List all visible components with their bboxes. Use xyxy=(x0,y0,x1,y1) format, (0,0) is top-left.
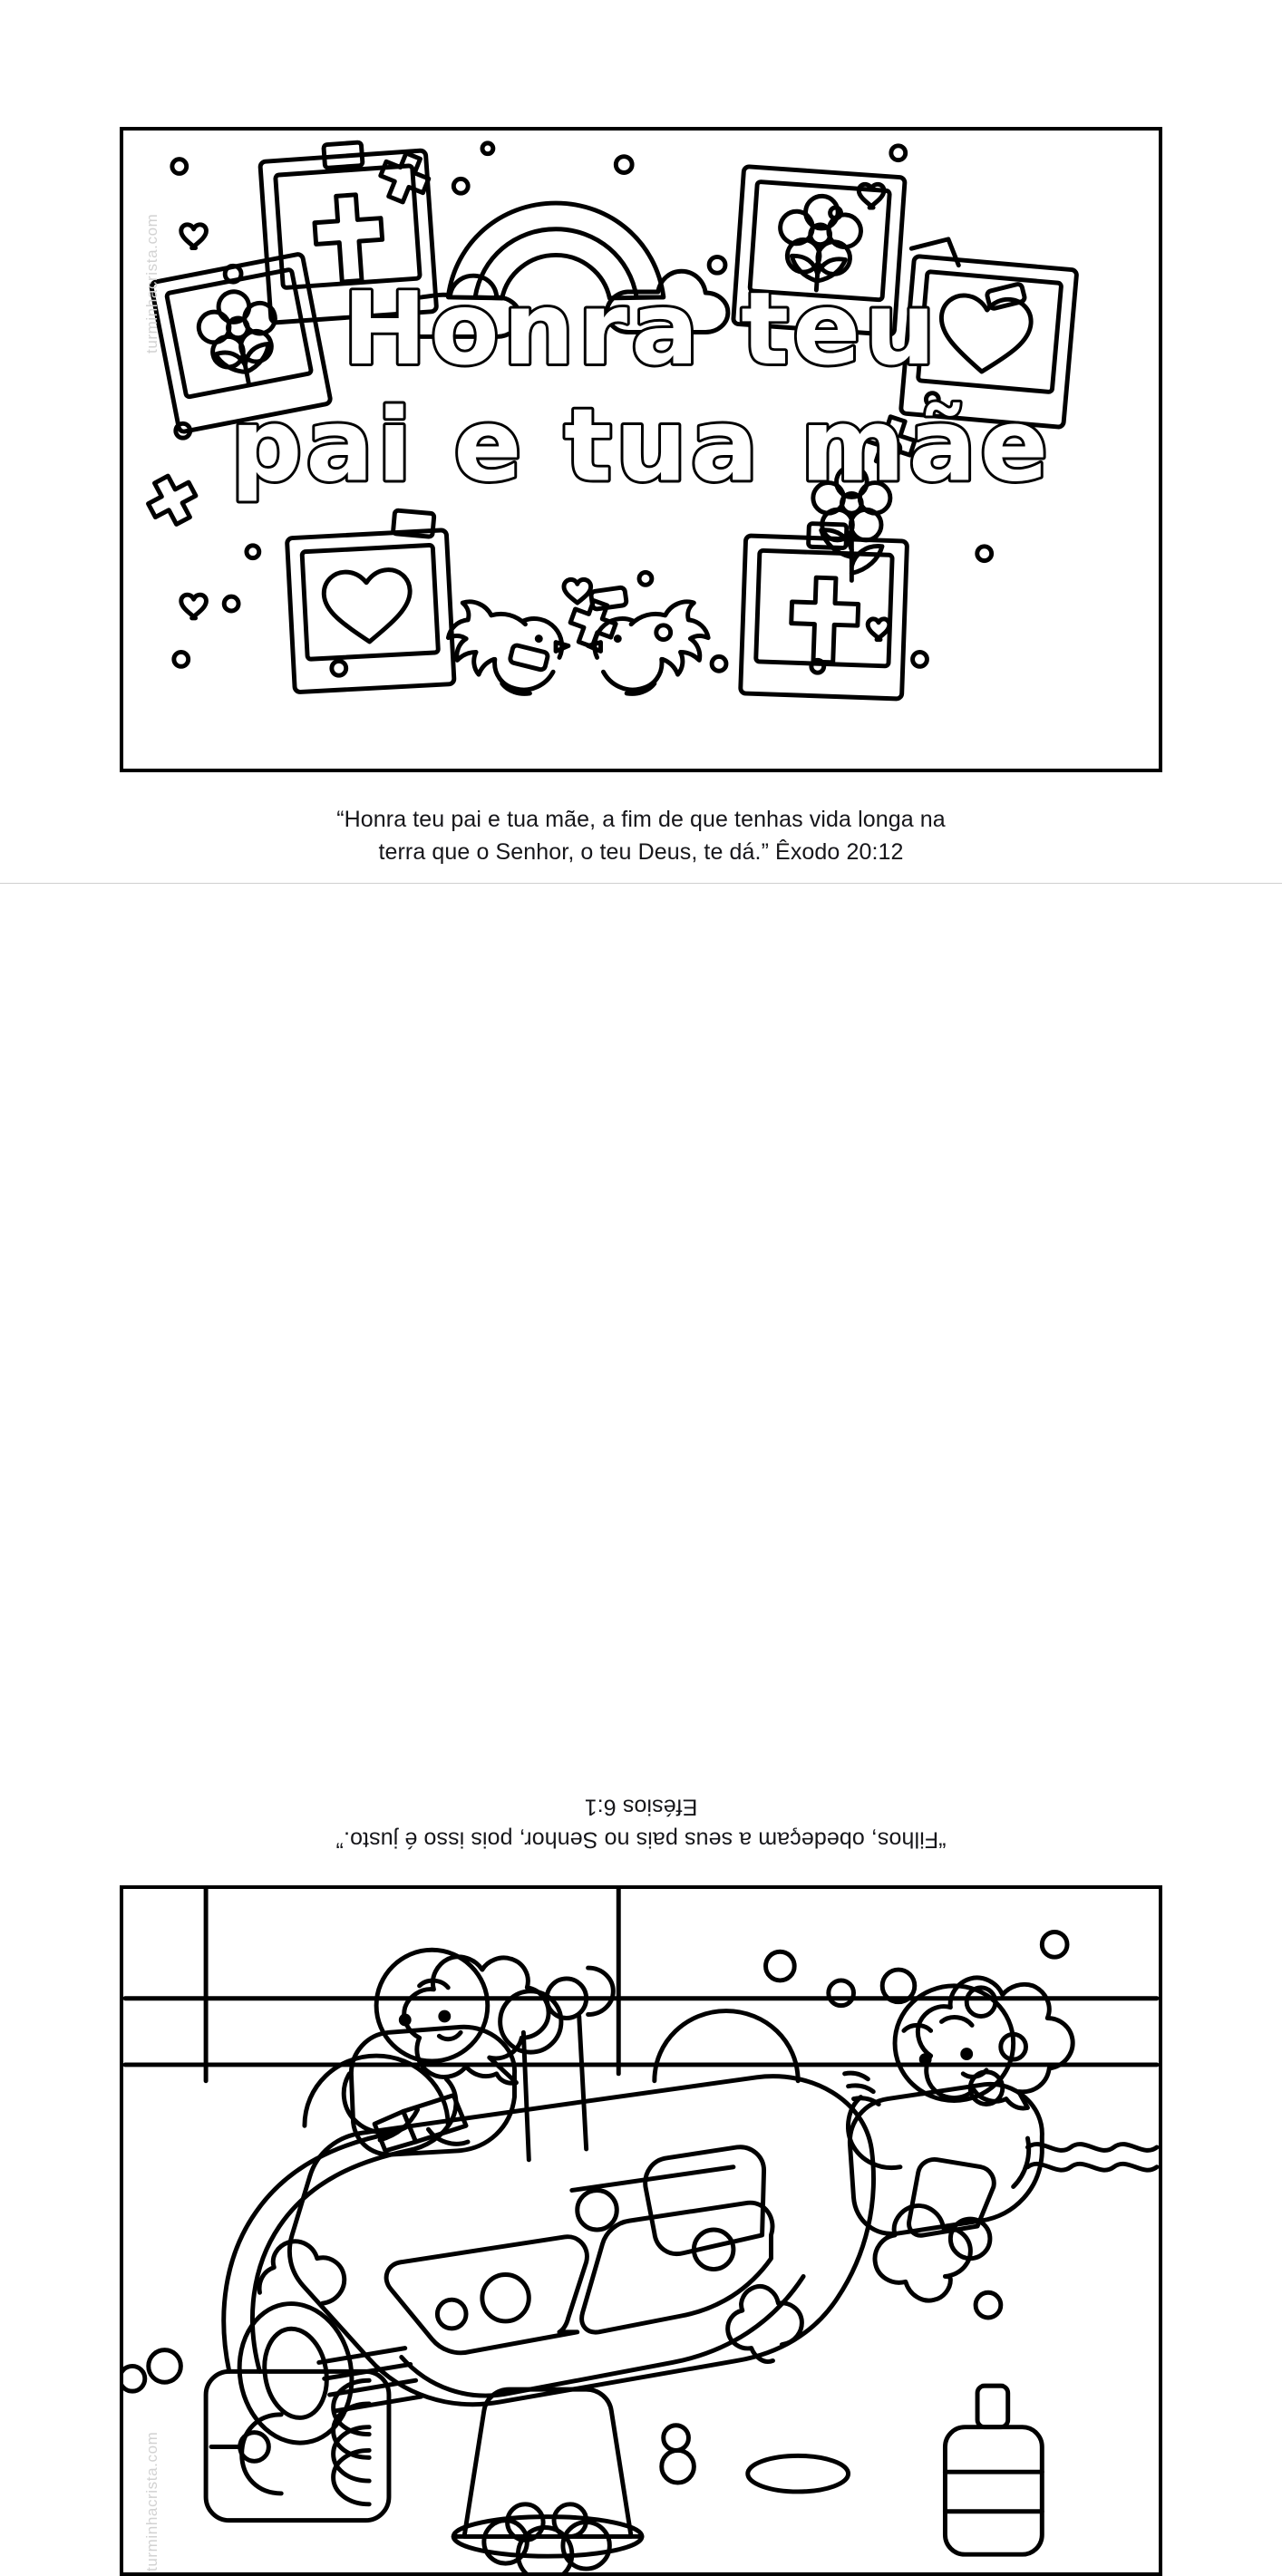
small-cross-left xyxy=(141,469,204,531)
bucket-with-foam xyxy=(453,2389,642,2572)
banner-illustration-frame xyxy=(120,127,1162,772)
child-left xyxy=(845,1978,1073,2235)
polaroid-frame-with-heart-bottom-left xyxy=(286,508,454,692)
roof-highlight xyxy=(748,2455,849,2492)
banner-line-art xyxy=(123,131,1159,769)
caption-page-2 xyxy=(0,1790,1282,1856)
car xyxy=(228,2011,873,2483)
carwash-line-art xyxy=(123,1889,1159,2572)
foam-suds xyxy=(259,1968,970,2361)
watermark-page-2: turminhacrista.com xyxy=(143,2431,160,2571)
headline-line-2: pai e tua mãe xyxy=(230,387,1052,505)
small-heart-top-left xyxy=(181,225,207,248)
headline-bubble-lettering xyxy=(230,271,1052,505)
water-squiggles xyxy=(1027,2145,1156,2171)
watermark-page-1: turminhacrista.com xyxy=(143,213,160,353)
soap-bottle xyxy=(945,2386,1042,2554)
headline-line-1: Honra teu xyxy=(343,271,939,389)
caption-line-2: terra que o Senhor, o teu Deus, te dá.” Êxodo 20:12 xyxy=(378,839,904,866)
sponge xyxy=(646,2147,764,2254)
small-heart-bottom-right xyxy=(868,619,889,640)
caption-line-1: “Honra teu pai e tua mãe, a fim de que tenhas vida longa na xyxy=(336,807,946,832)
worksheet-page-1 xyxy=(0,0,1282,884)
caption-line-1: “Filhos, obedeçam a seus pais no Senhor, pois isso é justo.” xyxy=(335,1826,947,1853)
carwash-illustration-frame xyxy=(120,1885,1162,2576)
caption-line-2: Efésios 6:1 xyxy=(584,1794,698,1820)
garden-hose-reel xyxy=(206,2371,389,2520)
worksheet-page-2 xyxy=(0,884,1282,2571)
caption-page-1 xyxy=(0,803,1282,869)
small-heart-bottom-left xyxy=(181,595,207,618)
